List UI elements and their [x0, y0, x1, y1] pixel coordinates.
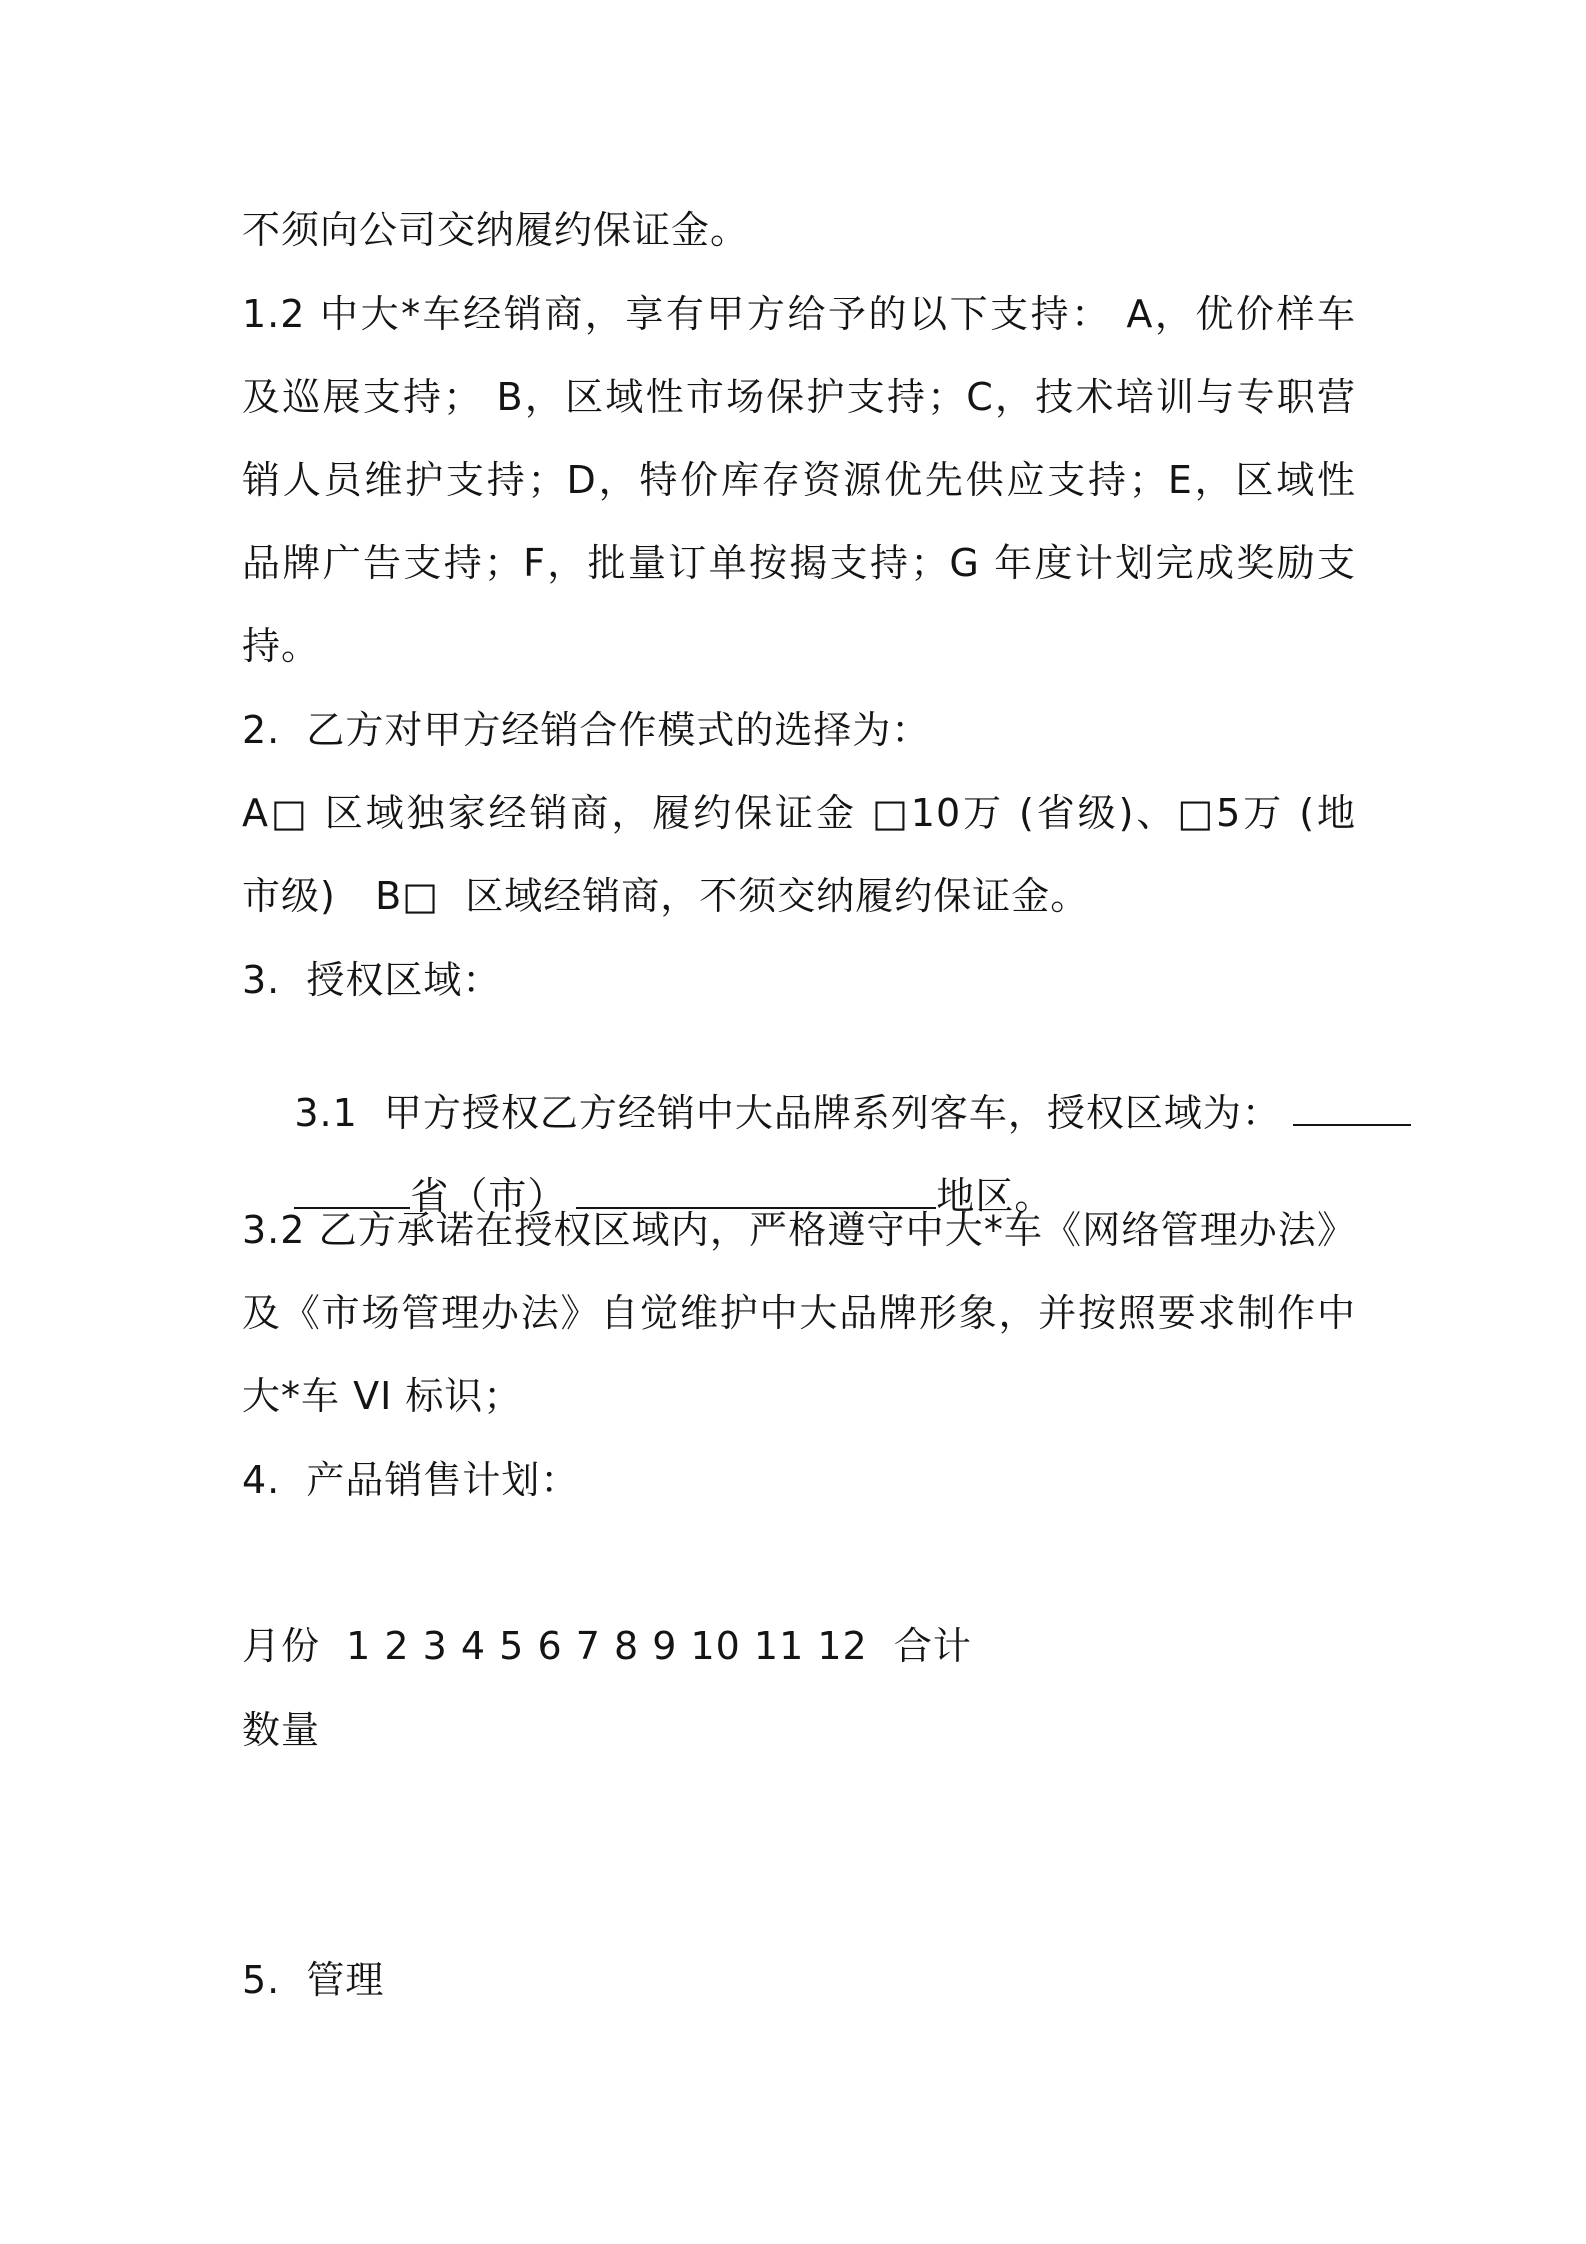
text-line: 持。: [242, 624, 321, 668]
text-line: 及《市场管理办法》自觉维护中大品牌形象，并按照要求制作中: [242, 1291, 1356, 1335]
text-line: 大*车 VI 标识；: [242, 1374, 523, 1418]
fill-in-blank: [576, 1171, 936, 1209]
fill-in-blank: [294, 1171, 410, 1209]
text-line: 及巡展支持； B，区域性市场保护支持；C，技术培训与专职营: [242, 375, 1356, 419]
section-heading: 5. 管理: [242, 1958, 385, 2002]
text-line: 1.2 中大*车经销商，享有甲方给予的以下支持： A，优价样车: [242, 292, 1356, 336]
text-line: A□ 区域独家经销商，履约保证金 □10万 (省级)、□5万 (地: [242, 791, 1356, 835]
text-span: 省（市）: [410, 1174, 567, 1218]
text-line: 3.2 乙方承诺在授权区域内，严格遵守中大*车《网络管理办法》: [242, 1208, 1356, 1252]
section-heading: 4. 产品销售计划：: [242, 1458, 580, 1502]
text-line: 市级) B□ 区域经销商，不须交纳履约保证金。: [242, 874, 1090, 918]
text-line: 品牌广告支持；F，批量订单按揭支持；G 年度计划完成奖励支: [242, 541, 1356, 585]
text-span: 地区。: [936, 1174, 1054, 1218]
fill-in-blank: [1293, 1088, 1411, 1126]
text-span: 3.1 甲方授权乙方经销中大品牌系列客车，授权区域为：: [294, 1091, 1281, 1135]
table-row-label: 数量: [242, 1708, 321, 1752]
section-heading: 3. 授权区域：: [242, 958, 502, 1002]
text-line: 不须向公司交纳履约保证金。: [242, 208, 750, 252]
section-heading: 2. 乙方对甲方经销合作模式的选择为：: [242, 708, 931, 752]
table-header-row: 月份 1 2 3 4 5 6 7 8 9 10 11 12 合计: [242, 1624, 972, 1668]
text-line: 销人员维护支持；D，特价库存资源优先供应支持；E，区域性: [242, 458, 1356, 502]
